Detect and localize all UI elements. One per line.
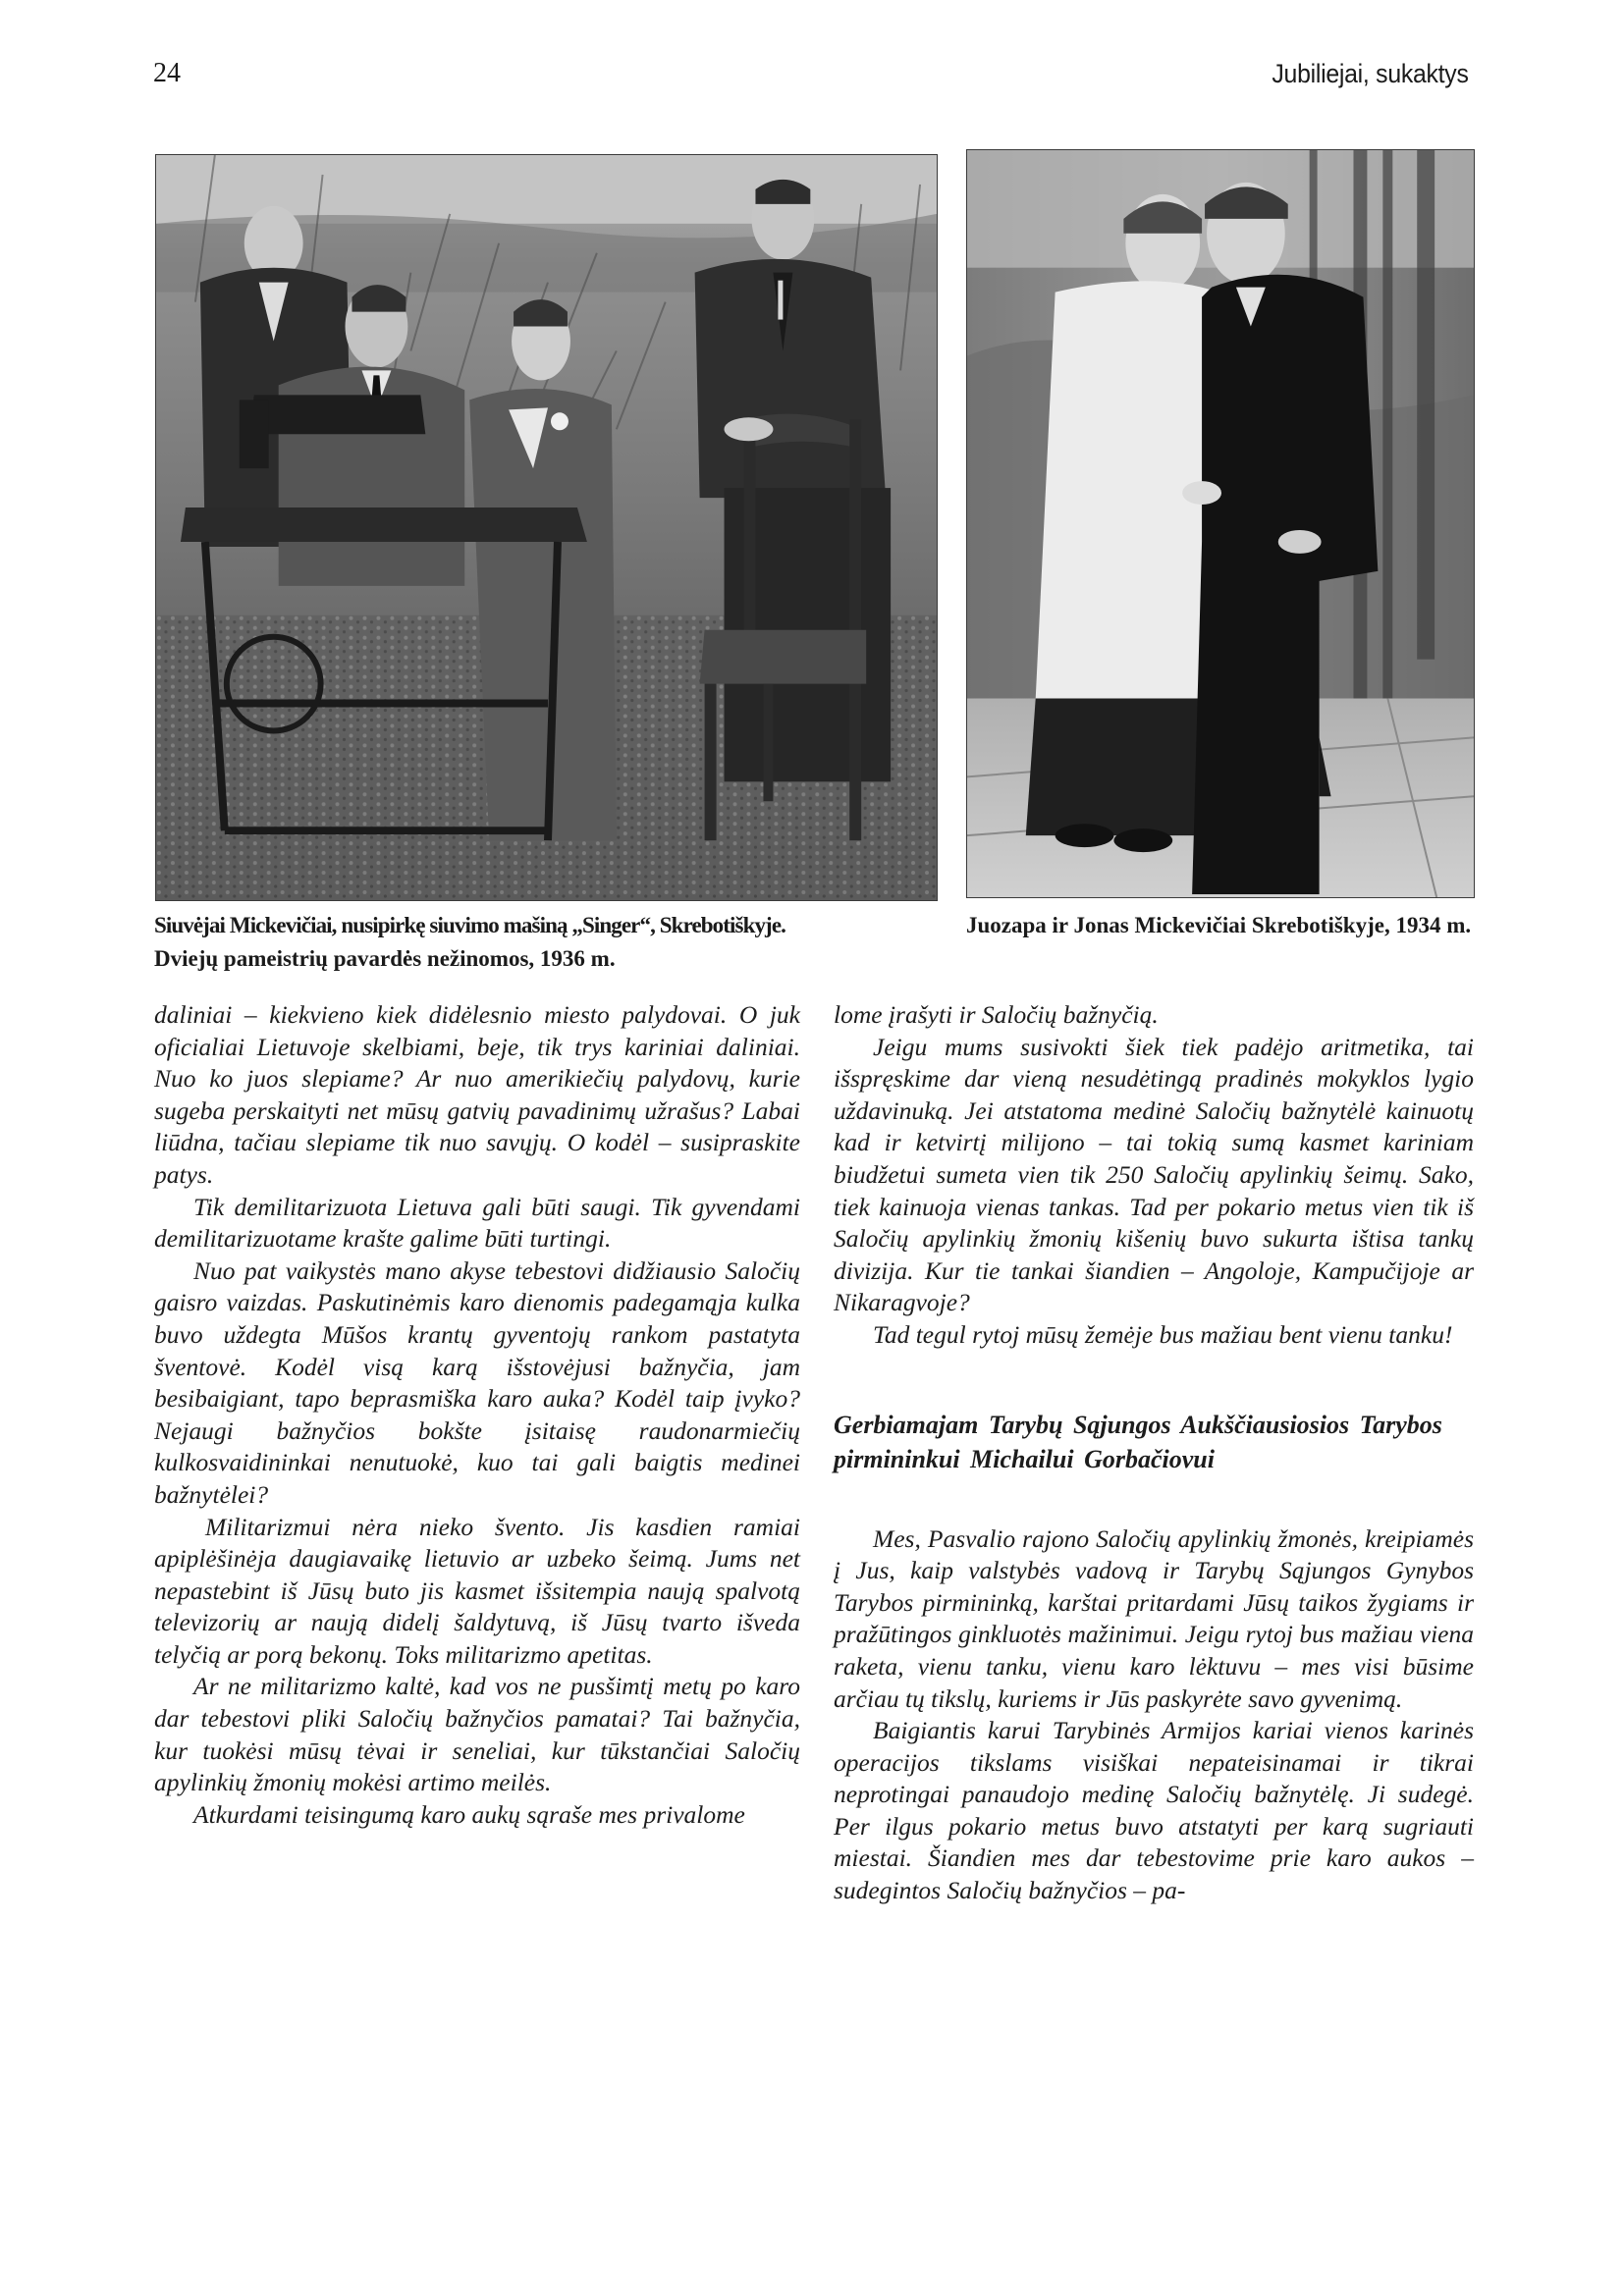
paragraph: Atkurdami teisingumą karo aukų sąraše mes privalome — [193, 1799, 745, 1829]
caption-1-line-2: Dviejų pameistrių pavardės nežinomos, 1936 m. — [154, 946, 616, 971]
photo-couple-portrait — [966, 149, 1475, 898]
paragraph: Tik demilitarizuota Lietuva gali būti saugi. Tik gyvendami demilitarizuotame krašte galime būti turtingi. — [154, 1192, 800, 1254]
page-number: 24 — [153, 58, 181, 88]
paragraph: Tad tegul rytoj mūsų žemėje bus mažiau bent vienu tanku! — [873, 1319, 1453, 1349]
paragraph: Nuo pat vaikystės mano akyse tebestovi didžiausio Saločių gaisro vaizdas. Paskutinėmis karo dienomis padegamąja kulka buvo uždegta Mūšos krantų gyventojų rankom pastatyta šventovė. Kodėl visą karą išstovėjusi bažnyčia, jam besibaigiant, tapo beprasmiška karo auka? Kodėl taip įvyko? Nejaugi bažnyčios bokšte įsitaisę raudonarmiečių kulkosvaidininkai nenutuokė, kuo tai gali baigtis medinei bažnytėlei? — [154, 1255, 800, 1509]
section-title: Jubiliejai, sukaktys — [1272, 59, 1469, 88]
body-column-left — [154, 999, 800, 1831]
letter-heading: Gerbiamajam Tarybų Sąjungos Aukščiausiosios Tarybos pirmininkui Michailui Gorbačiovui — [834, 1410, 1442, 1473]
figure-caption-1 — [154, 909, 940, 976]
body-column-right — [834, 999, 1474, 1907]
photo-couple-icon — [967, 150, 1474, 897]
figure-caption-2: Juozapa ir Jonas Mickevičiai Skrebotiškyje, 1934 m. — [966, 913, 1472, 937]
paragraph: Militarizmui nėra nieko švento. Jis kasdien ramiai apiplėšinėja daugiavaikę lietuvio ar uzbeko šeimą. Jums net nepastebint iš Jūsų buto jis kasmet išsitempia naują spalvotą televizorių ar naują didelį šaldytuvą, iš Jūsų tvarto išveda telyčią ar porą bekonų. Toks militarizmo apetitas. — [154, 1512, 800, 1669]
paragraph: lome įrašyti ir Saločių bažnyčią. — [834, 1000, 1159, 1029]
paragraph: Baigiantis karui Tarybinės Armijos kariai vienos karinės operacijos tikslams visiškai nepateisinamai ir tikrai neprotingai panaudojo medinę Saločių bažnytėlę. Ji sudegė. Per ilgus pokario metus buvo atstatyti per karą sugriauti miestai. Šiandien mes dar tebestovime prie karo aukos – sudegintos Saločių bažnyčios – pa- — [834, 1716, 1474, 1905]
paragraph: Jeigu mums susivokti šiek tiek padėjo aritmetika, tai išspręskime dar vieną nesudėtingą pradinės mokyklos lygio uždavinuką. Jei atstatoma medinė Saločių bažnytėlė kainuotų kad ir ketvirtį milijono – tai tokią sumą kasmet kariniam biudžetui sumeta vien tik 250 Saločių apylinkių šeimų. Sako, tiek kainuoja vienas tankas. Tad per pokario metus vien tik iš Saločių apylinkių žmonių kišenių buvo sukurta ištisa tankų divizija. Kur tie tankai šiandien – Angoloje, Kampučijoje ar Nikaragvoje? — [834, 1032, 1474, 1317]
caption-1-line-1: Siuvėjai Mickevičiai, nusipirkę siuvimo mašiną „Singer“, Skrebotiškyje. — [154, 913, 785, 937]
paragraph: daliniai – kiekvieno kiek didėlesnio miesto palydovai. O juk oficialiai Lietuvoje skelbiami, beje, tik trys kariniai daliniai. Nuo ko juos slepiame? Ar nuo amerikiečių palydovų, kurie sugeba perskaityti net mūsų gatvių pavadinimų užrašus? Labai liūdna, tačiau slepiame tik nuo savųjų. O kodėl – susipraskite patys. — [154, 1000, 800, 1189]
paragraph: Mes, Pasvalio rajono Saločių apylinkių žmonės, kreipiamės į Jus, kaip valstybės vadovą ir Tarybų Sąjungos Gynybos Tarybos pirmininką, karštai pritardami Jūsų taikos žygiams ir pražūtingos ginkluotės mažinimui. Jeigu rytoj bus mažiau viena raketa, vienu tanku, vienu karo lėktuvu – mes visi būsime arčiau tų tikslų, kuriems ir Jūs paskyrėte savo gyvenimą. — [834, 1523, 1474, 1713]
photo-sewing-machine-icon — [156, 155, 937, 900]
paragraph: Ar ne militarizmo kaltė, kad vos ne pusšimtį metų po karo dar tebestovi pliki Saločių bažnyčios pamatai? Tai bažnyčia, kur tuokėsi mūsų tėvai ir seneliai, kur tūkstančiai Saločių apylinkių žmonių mokėsi artimo meilės. — [154, 1672, 800, 1797]
photo-sewing-machine-group — [155, 154, 938, 901]
